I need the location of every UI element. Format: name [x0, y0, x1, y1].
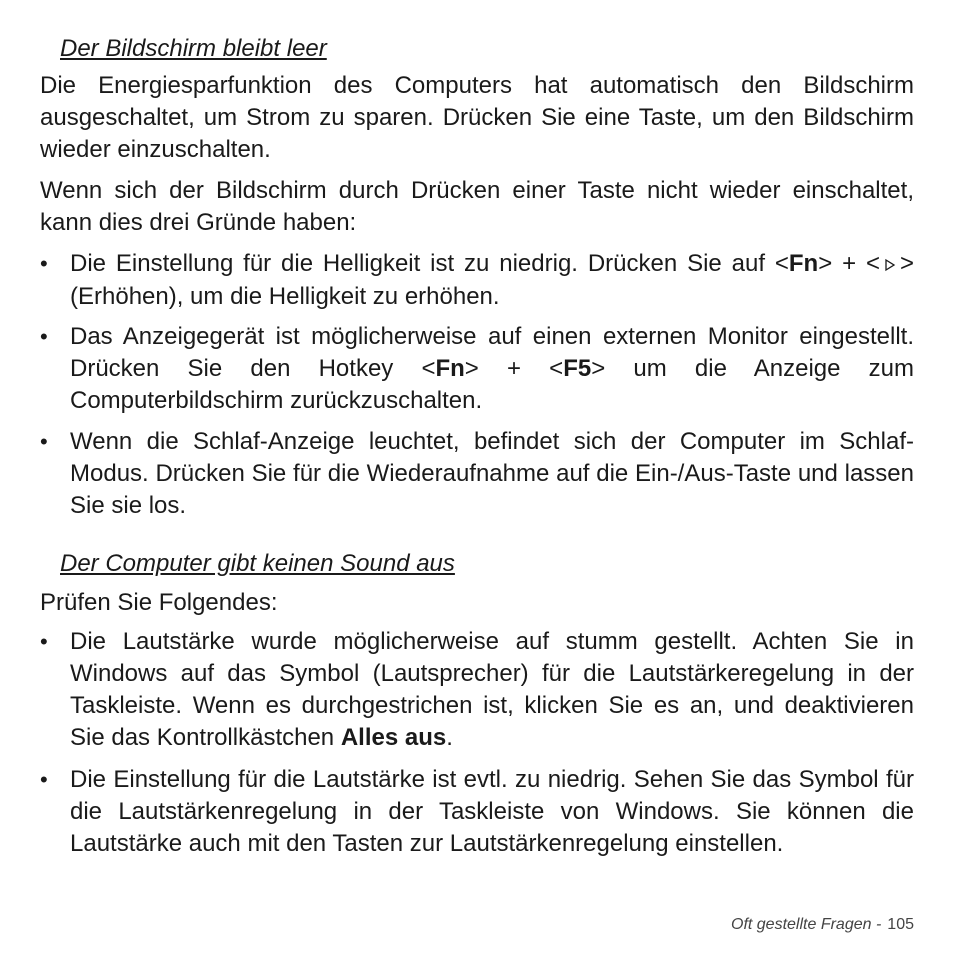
- volume-text: Die Einstellung für die Lautstärke ist evtl. zu niedrig. Sehen Sie das Symbol für die Lautstärkenregelung in der Taskleiste von Windows. Sie können die Lautstärke auch mit den Tasten zur Lautstärkenregelung einstellen.: [70, 766, 914, 857]
- reasons-list-3: [40, 426, 914, 522]
- bullet-marker: •: [40, 429, 48, 454]
- brightness-text-1: Die Einstellung für die Helligkeit ist zu niedrig. Drücken Sie auf <: [70, 250, 789, 277]
- monitor-text-3: > um die Anzeige zum Computerbildschirm zurückzuschalten.: [70, 355, 914, 414]
- bullet-marker: •: [40, 629, 48, 654]
- reasons-list: [40, 248, 914, 313]
- key-fn: Fn: [435, 355, 465, 382]
- list-item-sleep-mode: [40, 426, 914, 522]
- list-item-volume-low: [40, 764, 914, 860]
- section-heading-no-sound: Der Computer gibt keinen Sound aus: [60, 550, 455, 577]
- paragraph-three-reasons: Wenn sich der Bildschirm durch Drücken einer Taste nicht wieder einschaltet, kann dies drei Gründe haben:: [40, 177, 914, 236]
- sound-checks-list: [40, 626, 914, 754]
- footer-label: Oft gestellte Fragen -: [731, 916, 882, 933]
- monitor-text-2: > + <: [464, 355, 564, 382]
- reasons-list-2: [40, 321, 914, 417]
- section-heading-blank-screen: Der Bildschirm bleibt leer: [60, 35, 327, 62]
- key-f5: F5: [563, 355, 592, 382]
- page-footer: [731, 916, 914, 934]
- list-item-brightness: [40, 248, 914, 313]
- key-fn: Fn: [788, 250, 819, 277]
- sleep-text: Wenn die Schlaf-Anzeige leuchtet, befindet sich der Computer im Schlaf-Modus. Drücken Sie für die Wiederaufnahme auf die Ein-/Aus-Taste und lassen Sie sie los.: [70, 428, 914, 519]
- paragraph-energy-saving: Die Energiesparfunktion des Computers hat automatisch den Bildschirm ausgeschaltet, um Strom zu sparen. Drücken Sie eine Taste, um den Bildschirm wieder einzuschalten.: [40, 72, 914, 163]
- mute-text-1: Die Lautstärke wurde möglicherweise auf stumm gestellt. Achten Sie in Windows auf das Symbol (Lautsprecher) für die Lautstärkeregelung in der Taskleiste. Wenn es durchgestrichen ist, klicken Sie es an, und deaktivieren Sie das Kontrollkästchen: [70, 628, 914, 751]
- alles-aus-label: Alles aus: [340, 724, 447, 751]
- bullet-marker: •: [40, 767, 48, 792]
- paragraph-check-following: Prüfen Sie Folgendes:: [40, 589, 278, 616]
- list-item-external-monitor: [40, 321, 914, 417]
- brightness-text-2: > + <: [818, 250, 880, 277]
- mute-text-2: .: [446, 724, 453, 751]
- monitor-text-1: Das Anzeigegerät ist möglicherweise auf einen externen Monitor eingestellt. Drücken Sie den Hotkey <: [70, 323, 914, 382]
- bullet-marker: •: [40, 251, 48, 276]
- page-number: 105: [887, 916, 914, 933]
- list-item-mute: [40, 626, 914, 754]
- sound-checks-list-2: [40, 764, 914, 860]
- bullet-marker: •: [40, 324, 48, 349]
- brightness-up-icon: [884, 249, 896, 281]
- brightness-text-3: > (Erhöhen), um die Helligkeit zu erhöhen.: [70, 250, 915, 310]
